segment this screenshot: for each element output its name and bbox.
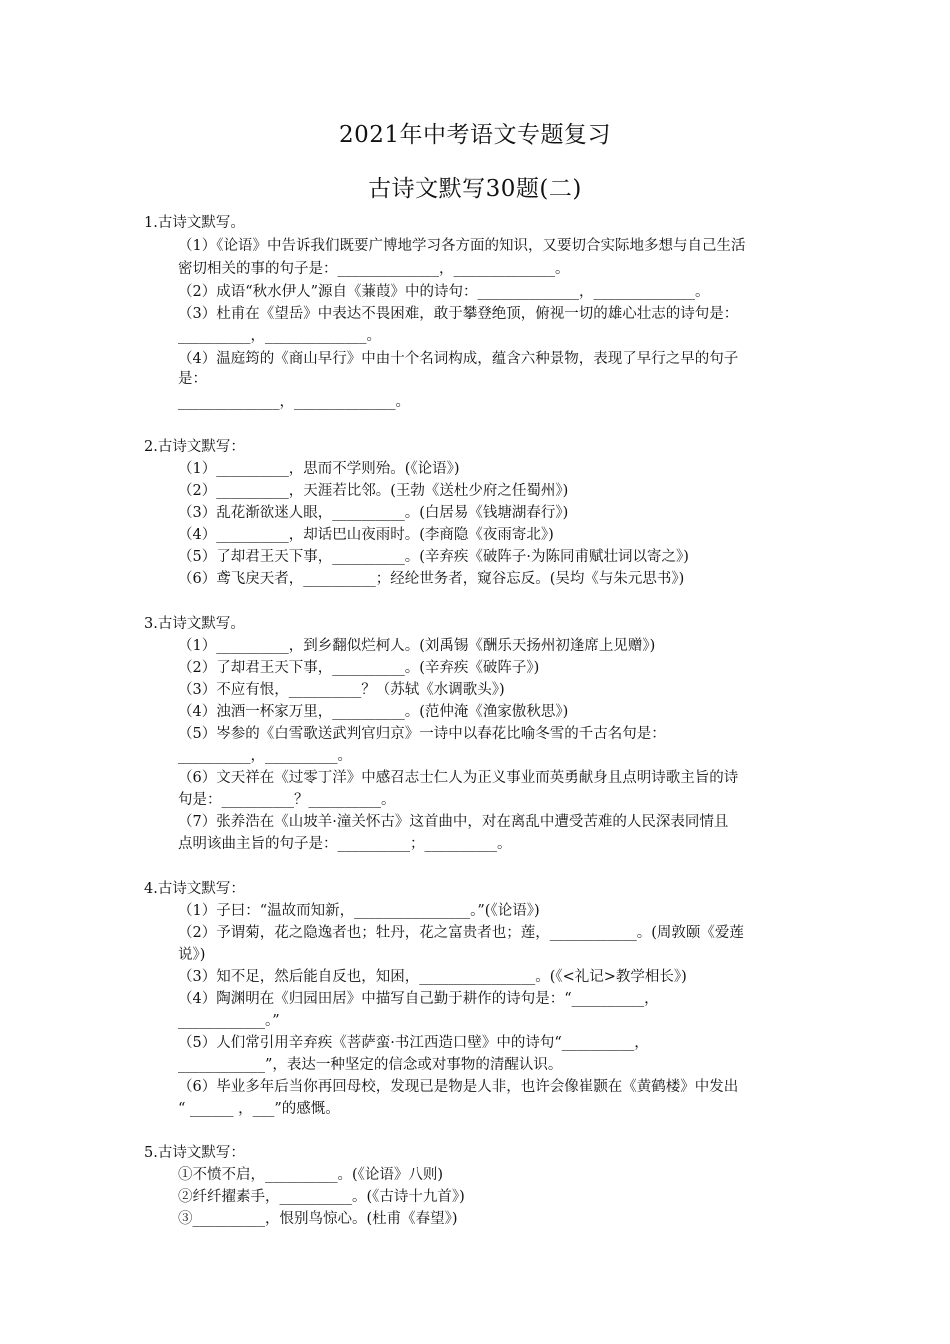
question-1-line: __________，______________。 xyxy=(178,328,381,344)
question-3-line: （3）不应有恨，__________？（苏轼《水调歌头》) xyxy=(178,682,505,698)
question-5-heading: 5.古诗文默写： xyxy=(144,1145,245,1161)
question-4-line: （1）子曰：“温故而知新，________________。”(《论语》) xyxy=(178,903,540,919)
question-2-line: （6）鸢飞戾天者，__________；经纶世务者，窥谷忘反。(吴均《与朱元思书》) xyxy=(178,571,685,587)
question-4-heading: 4.古诗文默写： xyxy=(144,881,245,897)
question-2-line: （4）__________，却话巴山夜雨时。(李商隐《夜雨寄北》) xyxy=(178,527,554,543)
question-4-line: “ ______ ，___”的感慨。 xyxy=(178,1101,340,1117)
question-3-line: （1）__________，到乡翻似烂柯人。(刘禹锡《酬乐天扬州初逢席上见赠》) xyxy=(178,638,656,654)
question-1-line: ______________，______________。 xyxy=(178,394,410,410)
question-3-line: 句是：__________？__________。 xyxy=(178,792,396,808)
question-4-line: （2）予谓菊，花之隐逸者也；牡丹，花之富贵者也；莲，____________。(周敦颐《爱莲 xyxy=(178,925,744,941)
question-4-line: 说》) xyxy=(178,947,206,963)
question-1-line: 是： xyxy=(178,371,207,387)
question-4-line: （4）陶渊明在《归园田居》中描写自己勤于耕作的诗句是：“__________， xyxy=(178,991,659,1007)
question-4-line: ____________。” xyxy=(178,1013,280,1029)
question-4-line: （6）毕业多年后当你再回母校，发现已是物是人非，也许会像崔颢在《黄鹤楼》中发出 xyxy=(178,1079,739,1095)
question-1-line: 密切相关的事的句子是：______________，______________。 xyxy=(178,261,570,277)
question-2-line: （3）乱花渐欲迷人眼，__________。(白居易《钱塘湖春行》) xyxy=(178,505,569,521)
question-3-line: __________，__________。 xyxy=(178,748,352,764)
question-2-line: （2）__________，天涯若比邻。(王勃《送杜少府之任蜀州》) xyxy=(178,483,569,499)
question-3-line: （6）文天祥在《过零丁洋》中感召志士仁人为正义事业而英勇献身且点明诗歌主旨的诗 xyxy=(178,770,739,786)
question-3-line: （4）浊酒一杯家万里，__________。(范仲淹《渔家傲秋思》) xyxy=(178,704,569,720)
document-title: 2021年中考语文专题复习 xyxy=(338,122,612,148)
question-2-line: （5）了却君王天下事，__________。(辛弃疾《破阵子·为陈同甫赋壮词以寄之》) xyxy=(178,549,689,565)
document-subtitle: 古诗文默写30题(二) xyxy=(368,176,582,202)
question-1-line: （2）成语“秋水伊人”源自《蒹葭》中的诗句：______________，______________。 xyxy=(178,284,710,300)
question-2-heading: 2.古诗文默写： xyxy=(144,439,245,455)
question-1-line: （1）《论语》中告诉我们既要广博地学习各方面的知识，又要切合实际地多想与自己生活 xyxy=(178,238,746,254)
question-1-line: （4）温庭筠的《商山早行》中由十个名词构成，蕴含六种景物，表现了早行之早的句子 xyxy=(178,351,739,367)
question-1-heading: 1.古诗文默写。 xyxy=(144,215,245,231)
question-5-line: ③__________，恨别鸟惊心。(杜甫《春望》) xyxy=(178,1211,458,1227)
question-1-line: （3）杜甫在《望岳》中表达不畏困难，敢于攀登绝顶，俯视一切的雄心壮志的诗句是： xyxy=(178,306,739,322)
question-4-line: （3）知不足，然后能自反也，知困，________________。(《<礼记>教学相长》) xyxy=(178,969,687,985)
question-3-line: （2）了却君王天下事，__________。(辛弃疾《破阵子》) xyxy=(178,660,540,676)
question-3-line: （7）张养浩在《山坡羊·潼关怀古》这首曲中，对在离乱中遭受苦难的人民深表同情且 xyxy=(178,814,729,830)
question-3-line: （5）岑参的《白雪歌送武判官归京》一诗中以春花比喻冬雪的千古名句是： xyxy=(178,726,666,742)
question-3-line: 点明该曲主旨的句子是：__________；__________。 xyxy=(178,836,512,852)
question-4-line: ____________”，表达一种坚定的信念或对事物的清醒认识。 xyxy=(178,1057,563,1073)
question-5-line: ②纤纤擢素手，__________。(《古诗十九首》) xyxy=(178,1189,465,1205)
question-2-line: （1）__________，思而不学则殆。(《论语》) xyxy=(178,461,460,477)
question-4-line: （5）人们常引用辛弃疾《菩萨蛮·书江西造口壁》中的诗句“__________， xyxy=(178,1035,649,1051)
question-3-heading: 3.古诗文默写。 xyxy=(144,616,245,632)
question-5-line: ①不愤不启，__________。(《论语》八则) xyxy=(178,1167,444,1183)
